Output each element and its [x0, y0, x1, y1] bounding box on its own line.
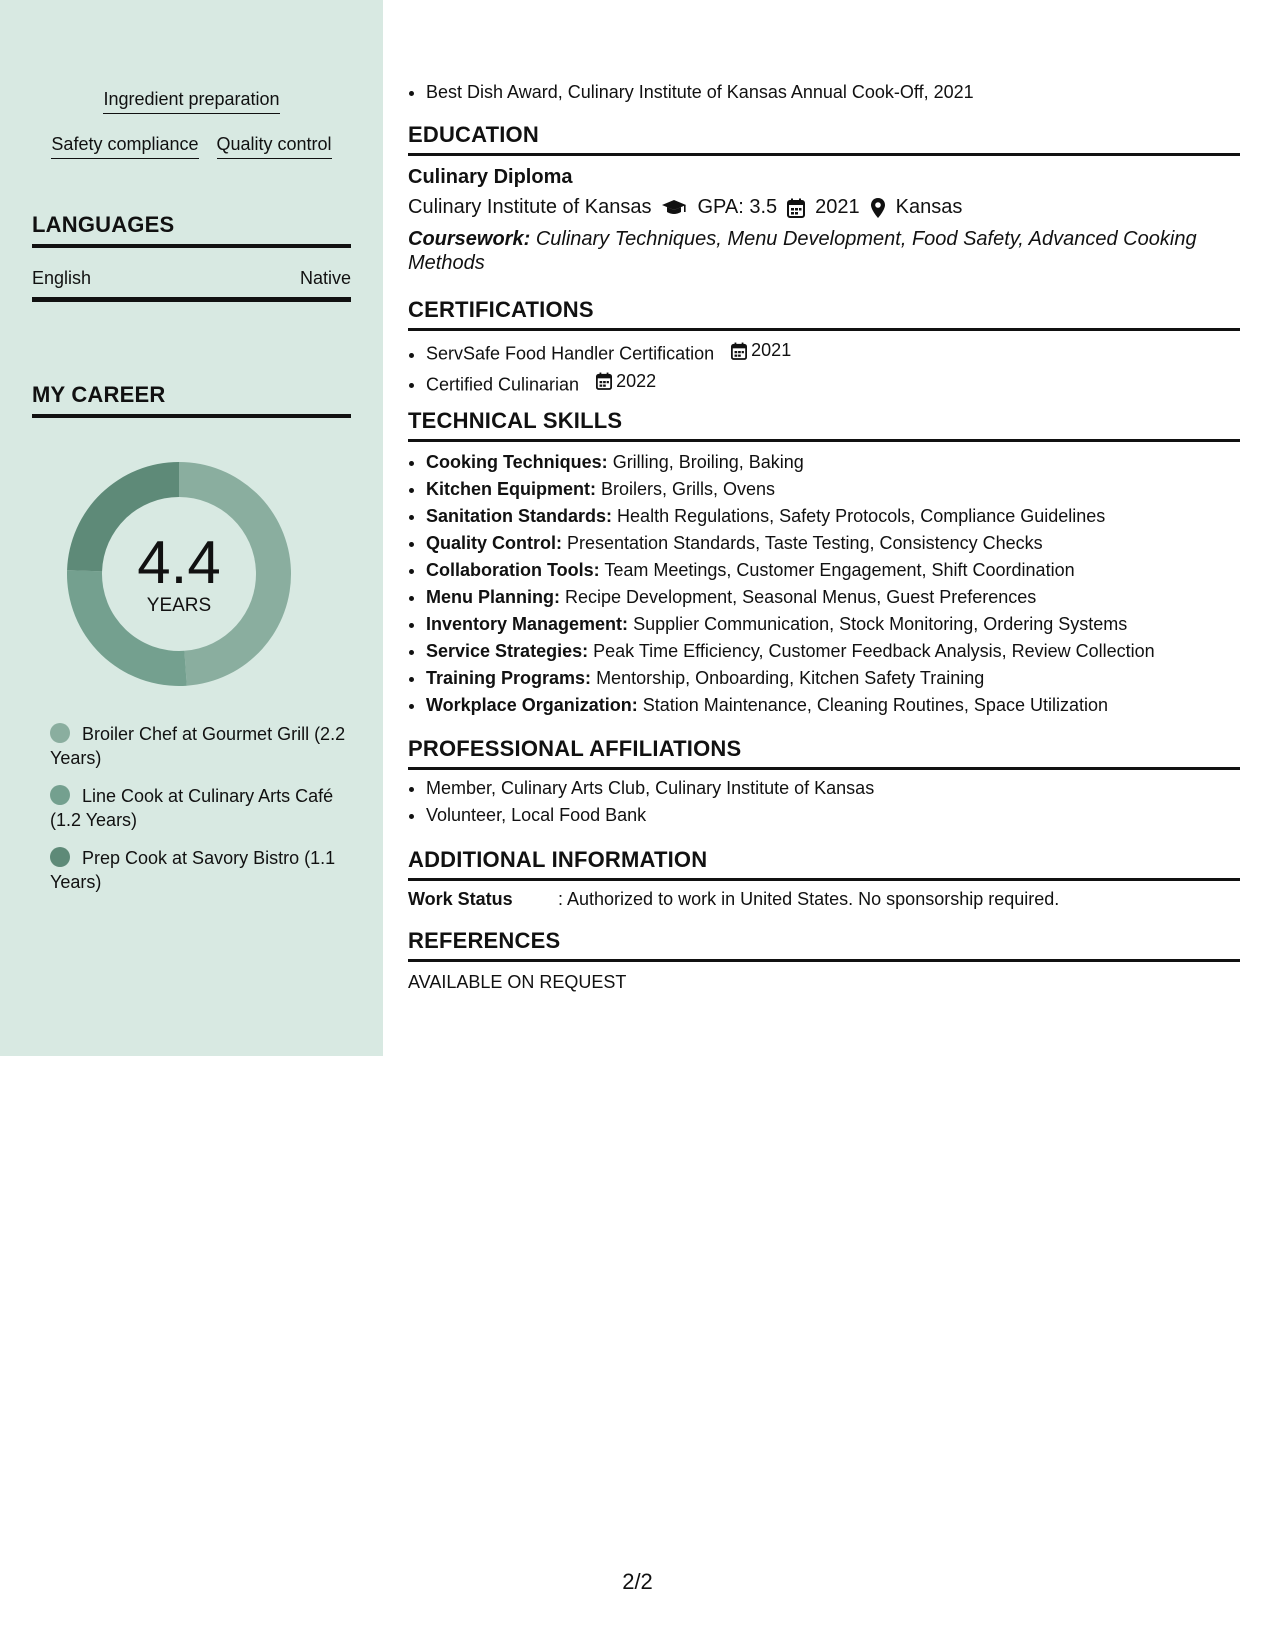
- work-status-row: [408, 889, 1240, 910]
- skills-row-2: [0, 133, 383, 159]
- school-name: Culinary Institute of Kansas: [408, 196, 652, 218]
- skill-category-text: Health Regulations, Safety Protocols, Compliance Guidelines: [617, 506, 1106, 526]
- technical-skills-heading: TECHNICAL SKILLS: [408, 408, 1240, 442]
- career-legend-item: [50, 784, 350, 832]
- skill-category-text: Presentation Standards, Taste Testing, Consistency Checks: [567, 533, 1043, 553]
- skill-category-label: Kitchen Equipment:: [426, 479, 596, 499]
- skill-tag: Ingredient preparation: [103, 88, 279, 114]
- sidebar: [0, 0, 383, 1056]
- skill-category-label: Cooking Techniques:: [426, 452, 608, 472]
- skills-row-1: [0, 88, 383, 114]
- list-item: [426, 692, 1258, 719]
- language-name: English: [32, 268, 92, 288]
- skill-category-label: Quality Control:: [426, 533, 562, 553]
- career-legend-label: Line Cook at Culinary Arts Café (1.2 Years): [50, 786, 334, 830]
- calendar-icon: [787, 198, 805, 218]
- skill-tag: Quality control: [217, 133, 332, 159]
- list-item: [426, 665, 1258, 692]
- certifications-list: [408, 337, 1258, 398]
- list-item: [426, 368, 1258, 399]
- legend-dot-icon: [50, 785, 70, 805]
- language-row: [32, 268, 351, 302]
- skill-category-label: Workplace Organization:: [426, 695, 638, 715]
- additional-info-heading: ADDITIONAL INFORMATION: [408, 847, 1240, 881]
- references-text: AVAILABLE ON REQUEST: [408, 972, 627, 992]
- career-heading: MY CAREER: [32, 382, 351, 418]
- work-status-text: : Authorized to work in United States. No sponsorship required.: [558, 889, 1060, 909]
- career-legend-item: [50, 846, 350, 894]
- list-item: [426, 530, 1258, 557]
- skill-category-text: Peak Time Efficiency, Customer Feedback Analysis, Review Collection: [593, 641, 1155, 661]
- certification-year: 2021: [751, 340, 792, 360]
- coursework: [408, 227, 1240, 275]
- certification-year: 2022: [616, 370, 657, 391]
- skill-category-label: Inventory Management:: [426, 614, 629, 634]
- education-details: [408, 196, 1240, 219]
- list-item: [426, 476, 1258, 503]
- list-item: [426, 557, 1258, 584]
- calendar-icon: [731, 342, 747, 360]
- coursework-label: Coursework:: [408, 228, 531, 250]
- career-total-unit: YEARS: [146, 595, 212, 616]
- skill-tag: Safety compliance: [51, 133, 198, 159]
- career-legend-label: Prep Cook at Savory Bistro (1.1 Years): [50, 848, 336, 892]
- skill-category-label: Menu Planning:: [426, 587, 560, 607]
- skill-category-text: Supplier Communication, Stock Monitoring, Ordering Systems: [633, 614, 1128, 634]
- list-item: [426, 611, 1258, 638]
- affiliations-list: [408, 775, 1258, 829]
- awards-list: [408, 79, 1258, 106]
- school-location: Kansas: [895, 196, 963, 218]
- education-heading: EDUCATION: [408, 122, 1240, 156]
- list-item: [426, 584, 1258, 611]
- skill-category-text: Mentorship, Onboarding, Kitchen Safety Training: [596, 668, 985, 688]
- coursework-text: Culinary Techniques, Menu Development, Food Safety, Advanced Cooking Methods: [408, 228, 1197, 274]
- graduation-cap-icon: [661, 198, 687, 218]
- skill-category-text: Team Meetings, Customer Engagement, Shift Coordination: [604, 560, 1075, 580]
- certification-date: [596, 368, 656, 395]
- skill-category-text: Grilling, Broiling, Baking: [612, 452, 804, 472]
- language-level: Native: [299, 268, 351, 288]
- certifications-heading: CERTIFICATIONS: [408, 297, 1240, 331]
- skill-category-label: Training Programs:: [426, 668, 592, 688]
- list-item: [426, 503, 1258, 530]
- career-total-number: 4.4: [137, 529, 221, 596]
- graduation-year: 2021: [815, 196, 860, 218]
- legend-dot-icon: [50, 723, 70, 743]
- list-item: [426, 449, 1258, 476]
- affiliations-heading: PROFESSIONAL AFFILIATIONS: [408, 736, 1240, 770]
- work-status-label: Work Status: [408, 889, 513, 909]
- degree-title: Culinary Diploma: [408, 166, 573, 188]
- list-item: • Member, Culinary Arts Club, Culinary Institute of Kansas: [426, 775, 1258, 802]
- list-item: • Best Dish Award, Culinary Institute of Kansas Annual Cook-Off, 2021: [426, 79, 1258, 106]
- certification-date: [731, 337, 791, 364]
- page-number: 2/2: [622, 1569, 653, 1594]
- languages-heading: LANGUAGES: [32, 212, 351, 248]
- career-legend-label: Broiler Chef at Gourmet Grill (2.2 Years): [50, 724, 346, 768]
- skill-category-label: Sanitation Standards:: [426, 506, 613, 526]
- references-heading: REFERENCES: [408, 928, 1240, 962]
- certification-name: ServSafe Food Handler Certification: [426, 343, 715, 364]
- skill-category-text: Station Maintenance, Cleaning Routines, Space Utilization: [642, 695, 1108, 715]
- technical-skills-list: [408, 449, 1258, 719]
- skill-category-label: Collaboration Tools:: [426, 560, 600, 580]
- calendar-icon: [596, 372, 612, 390]
- list-item: [426, 337, 1258, 368]
- skill-category-text: Broilers, Grills, Ovens: [601, 479, 776, 499]
- list-item: • Volunteer, Local Food Bank: [426, 802, 1258, 829]
- gpa: GPA: 3.5: [697, 196, 778, 218]
- list-item: [426, 638, 1258, 665]
- location-pin-icon: [870, 197, 886, 219]
- skill-category-label: Service Strategies:: [426, 641, 589, 661]
- legend-dot-icon: [50, 847, 70, 867]
- career-legend-item: [50, 722, 350, 770]
- certification-name: Certified Culinarian: [426, 374, 580, 394]
- skill-category-text: Recipe Development, Seasonal Menus, Guest Preferences: [565, 587, 1037, 607]
